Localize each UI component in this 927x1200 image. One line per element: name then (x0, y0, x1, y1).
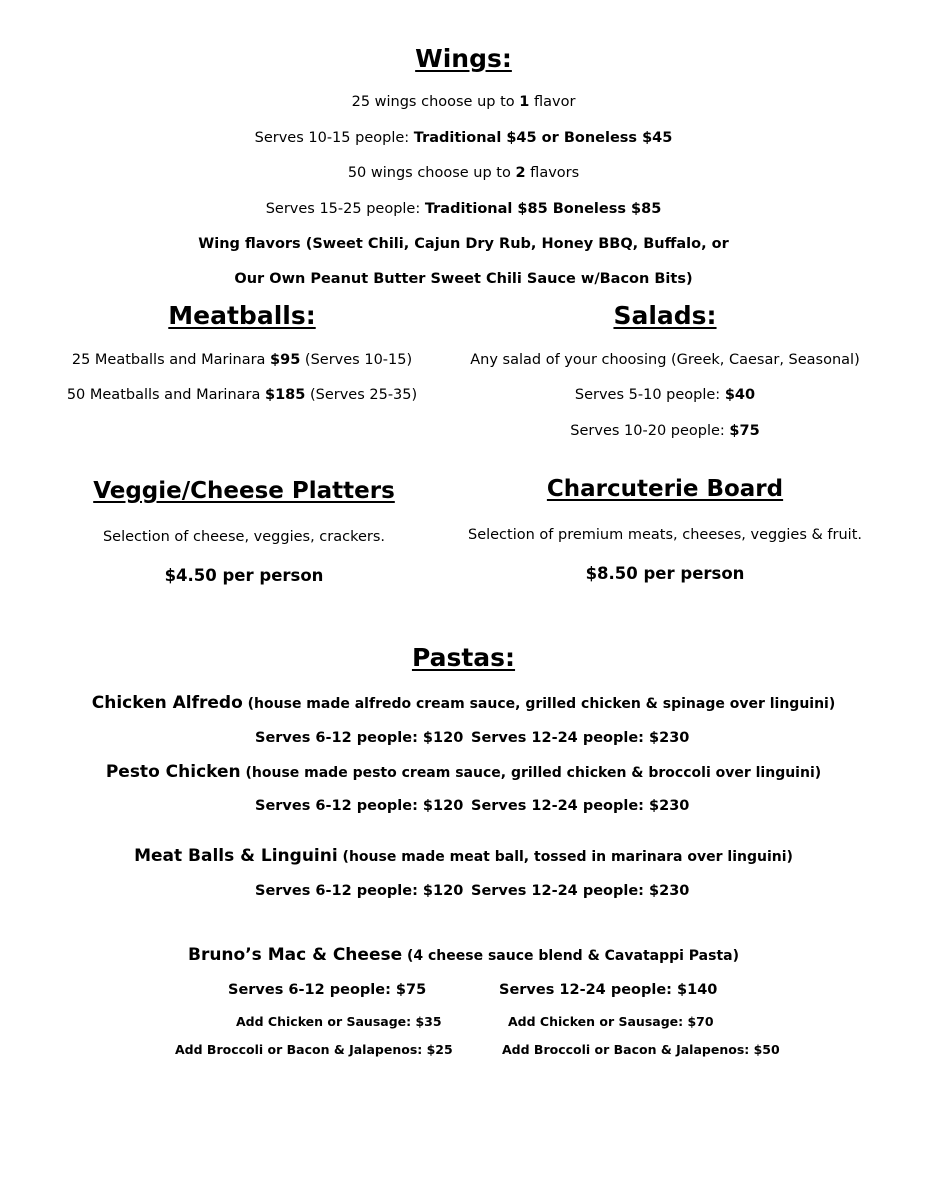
pasta-name: Pesto Chicken (105, 762, 241, 782)
charcuterie-desc: Selection of premium meats, cheeses, veggies & fruit. (467, 527, 863, 543)
serves-small: Serves 6-12 people: $120 (255, 883, 464, 899)
wings-price: Traditional $85 Boneless $85 (424, 201, 662, 217)
text: 25 wings choose up to (351, 94, 520, 110)
pasta-item-chicken-alfredo (0, 693, 927, 713)
flavor-count: 1 (519, 94, 530, 110)
text: 50 Meatballs and Marinara (66, 387, 265, 403)
serves-small: Serves 6-12 people: $120 (255, 730, 464, 746)
text: flavor (529, 94, 576, 110)
pasta-name: Bruno’s Mac & Cheese (187, 945, 403, 965)
salads-serves-5-10 (465, 387, 865, 403)
text: 25 Meatballs and Marinara (71, 352, 271, 368)
serves-large: Serves 12-24 people: $140 (499, 982, 718, 998)
pasta-desc: (house made alfredo cream sauce, grilled chicken & spinage over linguini) (242, 696, 836, 712)
charcuterie-title: Charcuterie Board (546, 476, 784, 502)
veggie-desc: Selection of cheese, veggies, crackers. (102, 529, 386, 545)
wings-line-25 (0, 94, 927, 110)
wings-price: Traditional $45 or Boneless $45 (413, 130, 673, 146)
veggie-price: $4.50 per person (164, 566, 324, 585)
serves-small: Serves 6-12 people: $120 (255, 798, 464, 814)
serves-large: Serves 12-24 people: $230 (471, 730, 690, 746)
meatballs-line-50 (42, 387, 442, 403)
meatballs-title: Meatballs: (168, 301, 316, 330)
wing-flavors-line1: Wing flavors (Sweet Chili, Cajun Dry Rub, Honey BBQ, Buffalo, or (198, 236, 729, 252)
salads-serves-10-20 (465, 423, 865, 439)
text: Serves 5-10 people: (574, 387, 725, 403)
price: $185 (265, 387, 306, 403)
wings-line-50 (0, 165, 927, 181)
pasta-item-pesto-chicken (0, 762, 927, 782)
wing-flavors-line2: Our Own Peanut Butter Sweet Chili Sauce w/Bacon Bits) (234, 271, 693, 287)
price: $95 (270, 352, 301, 368)
wings-serves-10-15 (0, 130, 927, 146)
text: Serves 15-25 people: (265, 201, 425, 217)
wings-serves-15-25 (0, 201, 927, 217)
pasta-item-meat-balls-linguini (0, 846, 927, 866)
addon-small: Add Chicken or Sausage: $35 (236, 1014, 442, 1029)
pasta-item-brunos-mac-cheese (0, 945, 927, 965)
text: 50 wings choose up to (347, 165, 516, 181)
pasta-desc: (house made meat ball, tossed in marinara over linguini) (337, 849, 793, 865)
charcuterie-price: $8.50 per person (585, 564, 745, 583)
salads-title: Salads: (613, 301, 717, 330)
price: $75 (729, 423, 760, 439)
serves-large: Serves 12-24 people: $230 (471, 798, 690, 814)
text: flavors (525, 165, 580, 181)
pasta-desc: (house made pesto cream sauce, grilled chicken & broccoli over linguini) (240, 765, 822, 781)
pasta-name: Chicken Alfredo (91, 693, 243, 713)
veggie-title: Veggie/Cheese Platters (93, 478, 395, 504)
serves-small: Serves 6-12 people: $75 (228, 982, 427, 998)
salads-desc: Any salad of your choosing (Greek, Caesar, Seasonal) (470, 352, 860, 368)
addon-large: Add Broccoli or Bacon & Jalapenos: $50 (502, 1042, 780, 1057)
pasta-name: Meat Balls & Linguini (134, 846, 338, 866)
flavor-count: 2 (515, 165, 526, 181)
wings-title: Wings: (415, 44, 512, 73)
text: Serves 10-20 people: (570, 423, 730, 439)
pastas-title: Pastas: (411, 643, 516, 672)
text: (Serves 25-35) (305, 387, 418, 403)
price: $40 (724, 387, 756, 403)
text: Serves 10-15 people: (254, 130, 414, 146)
serves-large: Serves 12-24 people: $230 (471, 883, 690, 899)
addon-small: Add Broccoli or Bacon & Jalapenos: $25 (175, 1042, 453, 1057)
text: (Serves 10-15) (300, 352, 413, 368)
addon-large: Add Chicken or Sausage: $70 (508, 1014, 714, 1029)
pasta-desc: (4 cheese sauce blend & Cavatappi Pasta) (402, 948, 739, 964)
meatballs-line-25 (42, 352, 442, 368)
